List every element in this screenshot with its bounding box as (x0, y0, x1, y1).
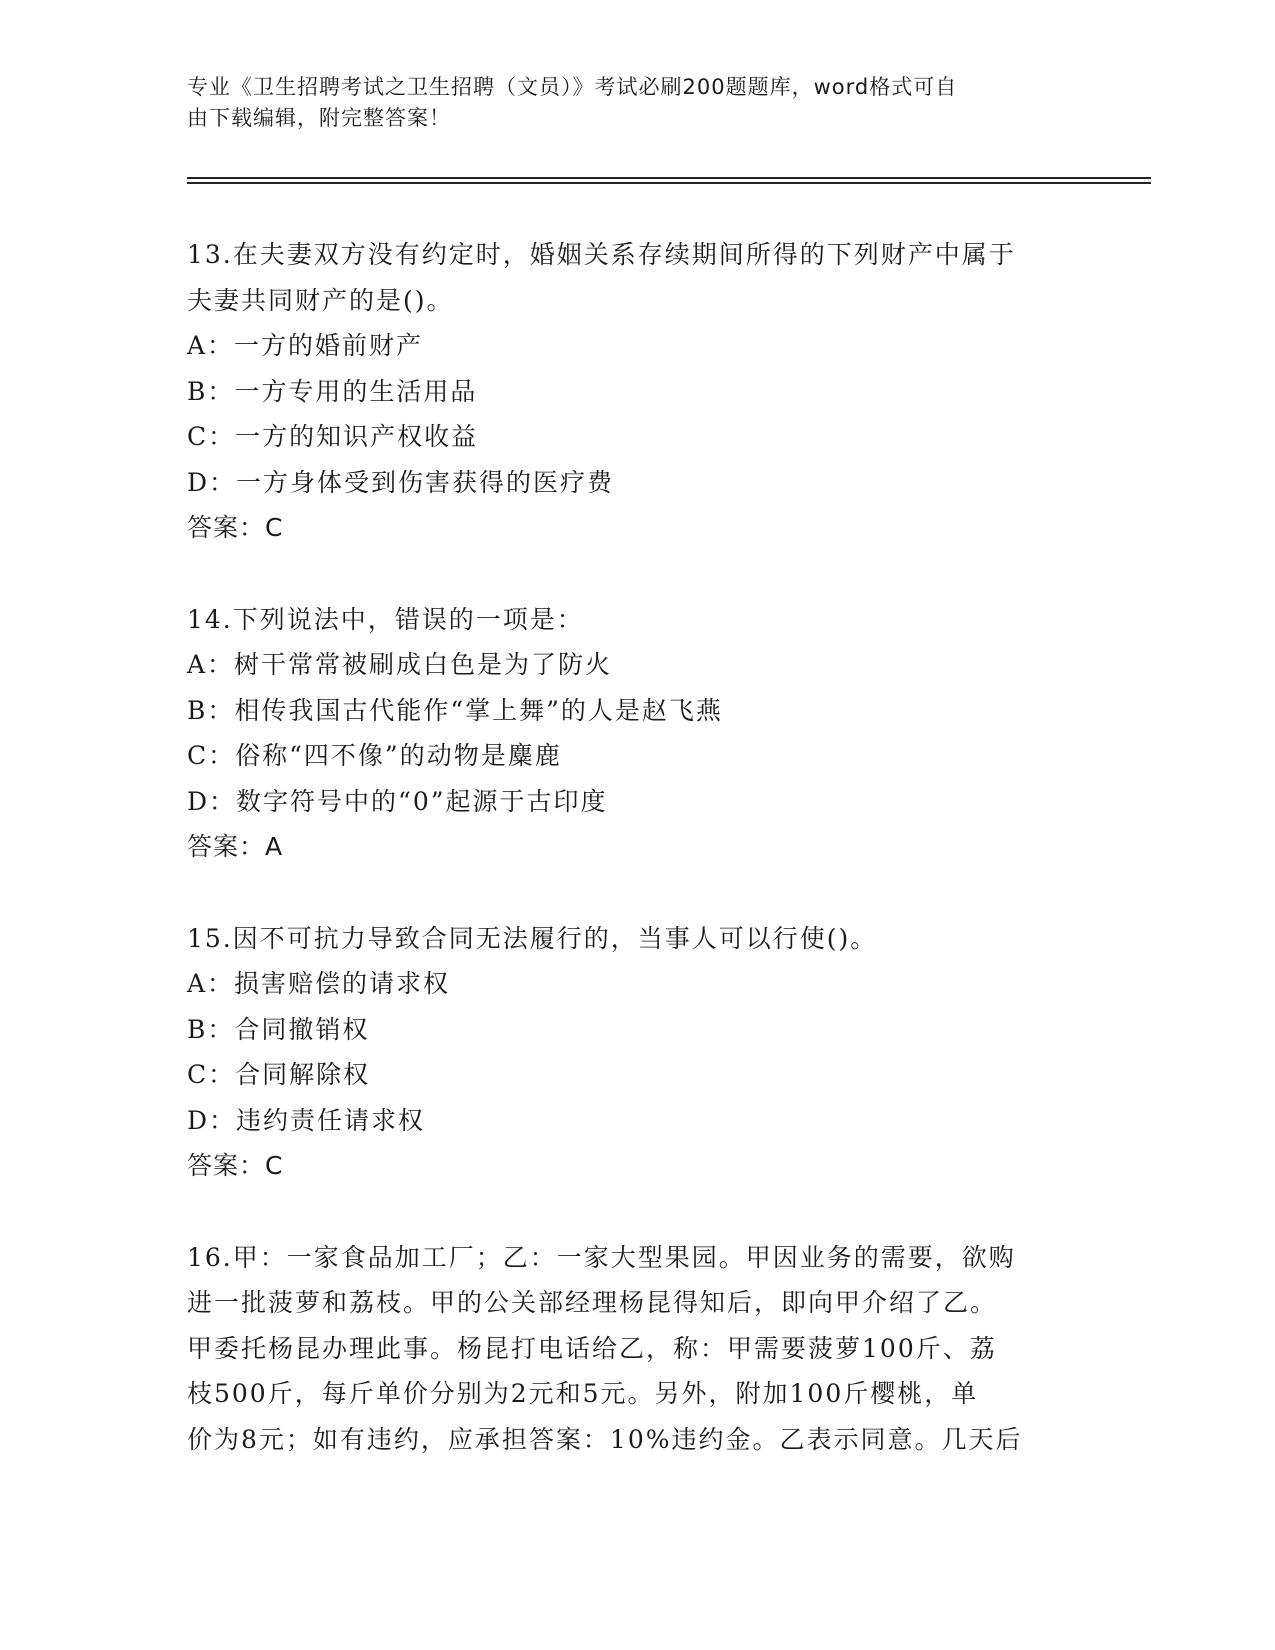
option-d: D：违约责任请求权 (187, 1105, 426, 1135)
option-b: B：合同撤销权 (187, 1014, 370, 1044)
question-stem-line: 14.下列说法中，错误的一项是： (187, 604, 584, 634)
option-c: C：俗称“四不像”的动物是麋鹿 (187, 741, 562, 770)
question-stem-line: 枝500斤，每斤单价分别为2元和5元。另外，附加100斤樱桃，单 (187, 1379, 979, 1408)
header-divider-top (187, 177, 1151, 179)
header-divider-bottom (187, 182, 1151, 184)
question-13 (187, 232, 1077, 551)
option-b: B：相传我国古代能作“掌上舞”的人是赵飞燕 (187, 695, 723, 725)
question-stem-line: 16.甲：一家食品加工厂；乙：一家大型果园。甲因业务的需要，欲购 (187, 1242, 1016, 1272)
question-stem-line: 甲委托杨昆办理此事。杨昆打电话给乙，称：甲需要菠萝100斤、荔 (187, 1333, 997, 1363)
option-a: A：树干常常被刷成白色是为了防火 (187, 650, 613, 679)
question-15 (187, 916, 1077, 1189)
option-c: C：合同解除权 (187, 1060, 371, 1089)
option-c: C：一方的知识产权收益 (187, 422, 479, 451)
question-stem-line: 夫妻共同财产的是()。 (187, 285, 454, 315)
question-stem-line: 13.在夫妻双方没有约定时，婚姻关系存续期间所得的下列财产中属于 (187, 240, 1016, 269)
option-a: A：损害赔偿的请求权 (187, 969, 451, 998)
answer: 答案：C (187, 513, 284, 542)
answer: 答案：A (187, 832, 284, 861)
question-14 (187, 597, 1077, 870)
document-header (187, 72, 1067, 134)
option-a: A：一方的婚前财产 (187, 331, 424, 360)
header-line-1: 专业《卫生招聘考试之卫生招聘（文员）》考试必刷200题题库，word格式可自 (187, 75, 958, 99)
option-b: B：一方专用的生活用品 (187, 376, 478, 406)
question-stem-line: 价为8元；如有违约，应承担答案：10%违约金。乙表示同意。几天后 (187, 1424, 1023, 1454)
question-list (187, 232, 1077, 1508)
question-16 (187, 1235, 1077, 1463)
header-line-2: 由下载编辑，附完整答案！ (187, 106, 451, 130)
option-d: D：数字符号中的“0”起源于古印度 (187, 786, 608, 816)
question-stem-line: 15.因不可抗力导致合同无法履行的，当事人可以行使()。 (187, 923, 878, 953)
question-stem-line: 进一批菠萝和荔枝。甲的公关部经理杨昆得知后，即向甲介绍了乙。 (187, 1288, 998, 1317)
answer: 答案：C (187, 1151, 284, 1180)
option-d: D：一方身体受到伤害获得的医疗费 (187, 467, 615, 497)
